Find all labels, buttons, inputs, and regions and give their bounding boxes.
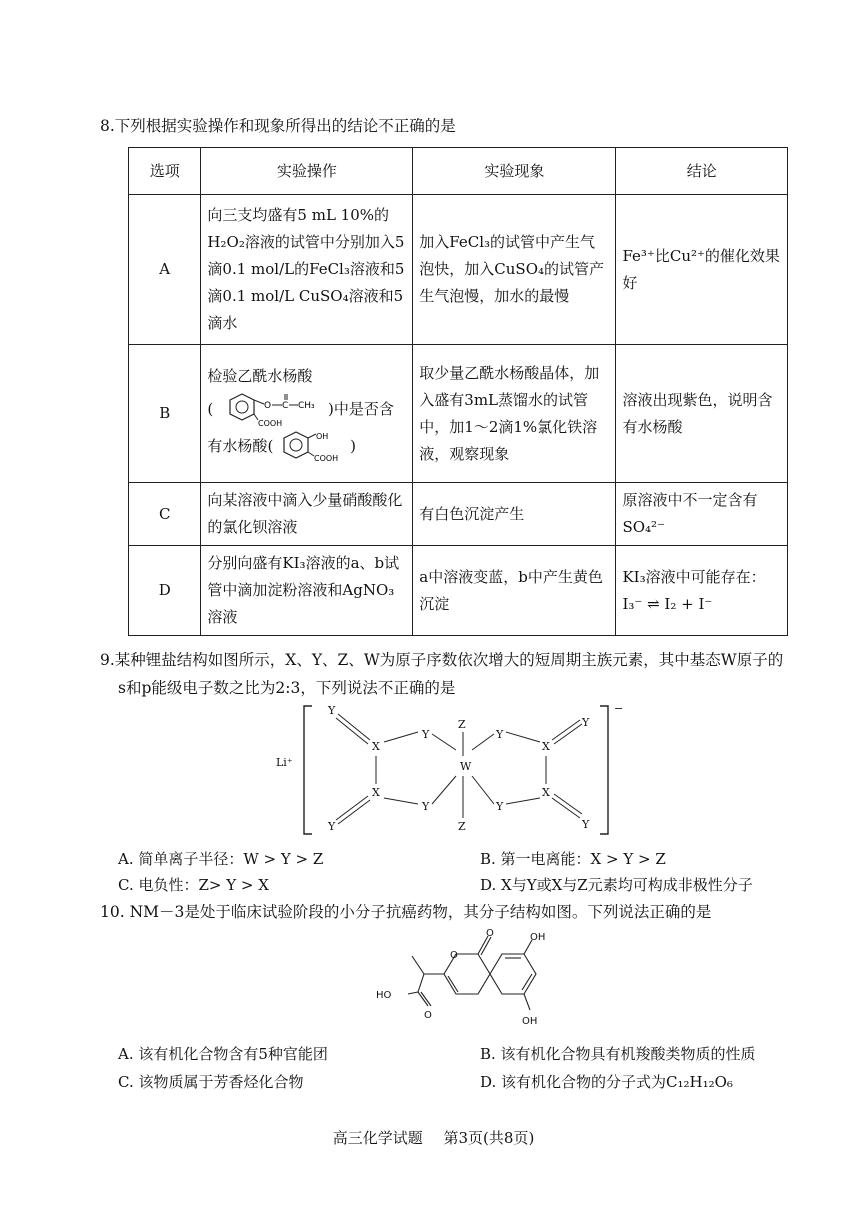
row-c-option: C <box>129 483 201 546</box>
header-phenomenon: 实验现象 <box>413 148 616 195</box>
row-a-conclusion: Fe³⁺比Cu²⁺的催化效果好 <box>616 195 788 345</box>
row-a-option: A <box>129 195 201 345</box>
svg-text:Y: Y <box>422 800 430 813</box>
svg-text:Y: Y <box>422 728 430 741</box>
row-b-operation <box>201 345 413 483</box>
svg-text:O: O <box>486 928 494 939</box>
charge-label: − <box>614 702 624 715</box>
q8-stem: 8.下列根据实验操作和现象所得出的结论不正确的是 <box>100 117 456 135</box>
acetylsalicylic-acid-structure <box>218 390 328 430</box>
row-b-operation-line1: 检验乙酰水杨酸 <box>207 367 313 385</box>
svg-text:X: X <box>372 786 380 799</box>
row-c-conclusion: 原溶液中不一定含有SO₄²⁻ <box>616 483 788 546</box>
svg-text:Z: Z <box>458 718 466 731</box>
row-d-operation: 分别向盛有KI₃溶液的a、b试管中滴加淀粉溶液和AgNO₃溶液 <box>201 546 413 636</box>
salicylic-acid-structure <box>278 430 350 464</box>
row-b-operation-line2: ( O C CH₃ COOH )中是否含 <box>207 390 406 430</box>
q10-option-d: D. 该有机化合物的分子式为C₁₂H₁₂O₆ <box>480 1073 733 1091</box>
svg-text:O: O <box>424 1010 432 1021</box>
footer-title: 高三化学试题 <box>332 1129 423 1147</box>
table-header-row <box>129 148 788 195</box>
row-b-phenomenon: 取少量乙酰水杨酸晶体，加入盛有3mL蒸馏水的试管中，加1～2滴1%氯化铁溶液，观察现象 <box>413 345 616 483</box>
svg-text:OH: OH <box>530 932 546 943</box>
lithium-salt-structure <box>270 700 640 840</box>
q9-option-c: C. 电负性：Z> Y > X <box>118 876 269 894</box>
q10-option-a: A. 该有机化合物含有5种官能团 <box>118 1045 328 1063</box>
q9-option-d: D. X与Y或X与Z元素均可构成非极性分子 <box>480 876 753 894</box>
svg-text:Y: Y <box>582 818 590 831</box>
table-row <box>129 546 788 636</box>
page-footer <box>0 1127 867 1148</box>
q9-stem-line1: 9.某种锂盐结构如图所示，X、Y、Z、W为原子序数依次增大的短周期主族元素，其中基态W原子的 <box>100 651 784 669</box>
salicylic-cooh: COOH <box>314 454 339 463</box>
header-conclusion: 结论 <box>616 148 788 195</box>
svg-text:Z: Z <box>458 820 466 833</box>
svg-text:Y: Y <box>582 716 590 729</box>
svg-text:OH: OH <box>522 1016 538 1027</box>
row-c-phenomenon: 有白色沉淀产生 <box>413 483 616 546</box>
row-b-option: B <box>129 345 201 483</box>
b-struct-o: O <box>264 401 272 411</box>
experiment-table <box>128 147 788 636</box>
b-struct-cooh: COOH <box>258 419 283 428</box>
svg-text:Y: Y <box>328 704 336 717</box>
svg-text:HO: HO <box>376 990 392 1001</box>
row-d-phenomenon: a中溶液变蓝，b中产生黄色沉淀 <box>413 546 616 636</box>
q9-stem-line2: s和p能级电子数之比为2:3，下列说法不正确的是 <box>118 679 456 697</box>
svg-text:Y: Y <box>328 820 336 833</box>
li-label: Li⁺ <box>276 756 293 769</box>
row-c-operation: 向某溶液中滴入少量硝酸酸化的氯化钡溶液 <box>201 483 413 546</box>
svg-text:X: X <box>372 740 380 753</box>
salicylic-oh: OH <box>316 432 329 441</box>
header-option: 选项 <box>129 148 201 195</box>
footer-page: 第3页(共8页) <box>443 1129 535 1147</box>
svg-text:Y: Y <box>496 728 504 741</box>
table-row <box>129 195 788 345</box>
header-operation: 实验操作 <box>201 148 413 195</box>
row-b-conclusion: 溶液出现紫色，说明含有水杨酸 <box>616 345 788 483</box>
b-struct-ch3: CH₃ <box>298 401 315 411</box>
q10-option-b: B. 该有机化合物具有机羧酸类物质的性质 <box>480 1045 756 1063</box>
svg-text:X: X <box>542 740 550 753</box>
svg-text:W: W <box>460 760 472 773</box>
row-a-operation: 向三支均盛有5 mL 10%的H₂O₂溶液的试管中分别加入5滴0.1 mol/L的FeCl₃溶液和5滴0.1 mol/L CuSO₄溶液和5滴水 <box>201 195 413 345</box>
nm3-structure <box>370 926 570 1036</box>
svg-text:X: X <box>542 786 550 799</box>
row-d-conclusion: KI₃溶液中可能存在：I₃⁻ ⇌ I₂ + I⁻ <box>616 546 788 636</box>
row-b-operation-part2: 中是否含 <box>333 400 394 418</box>
table-row <box>129 483 788 546</box>
table-row <box>129 345 788 483</box>
q10-option-c: C. 该物质属于芳香烃化合物 <box>118 1073 304 1091</box>
svg-text:O: O <box>450 950 458 961</box>
svg-text:C: C <box>282 401 289 411</box>
row-b-operation-line3: 有水杨酸( OH COOH ) <box>207 432 356 463</box>
q9-option-a: A. 简单离子半径：W > Y > Z <box>118 850 324 868</box>
row-a-phenomenon: 加入FeCl₃的试管中产生气泡快，加入CuSO₄的试管产生气泡慢，加水的最慢 <box>413 195 616 345</box>
row-d-option: D <box>129 546 201 636</box>
q10-stem: 10. NM－3是处于临床试验阶段的小分子抗癌药物，其分子结构如图。下列说法正确的是 <box>100 903 712 921</box>
svg-text:Y: Y <box>496 800 504 813</box>
q9-option-b: B. 第一电离能：X > Y > Z <box>480 850 666 868</box>
